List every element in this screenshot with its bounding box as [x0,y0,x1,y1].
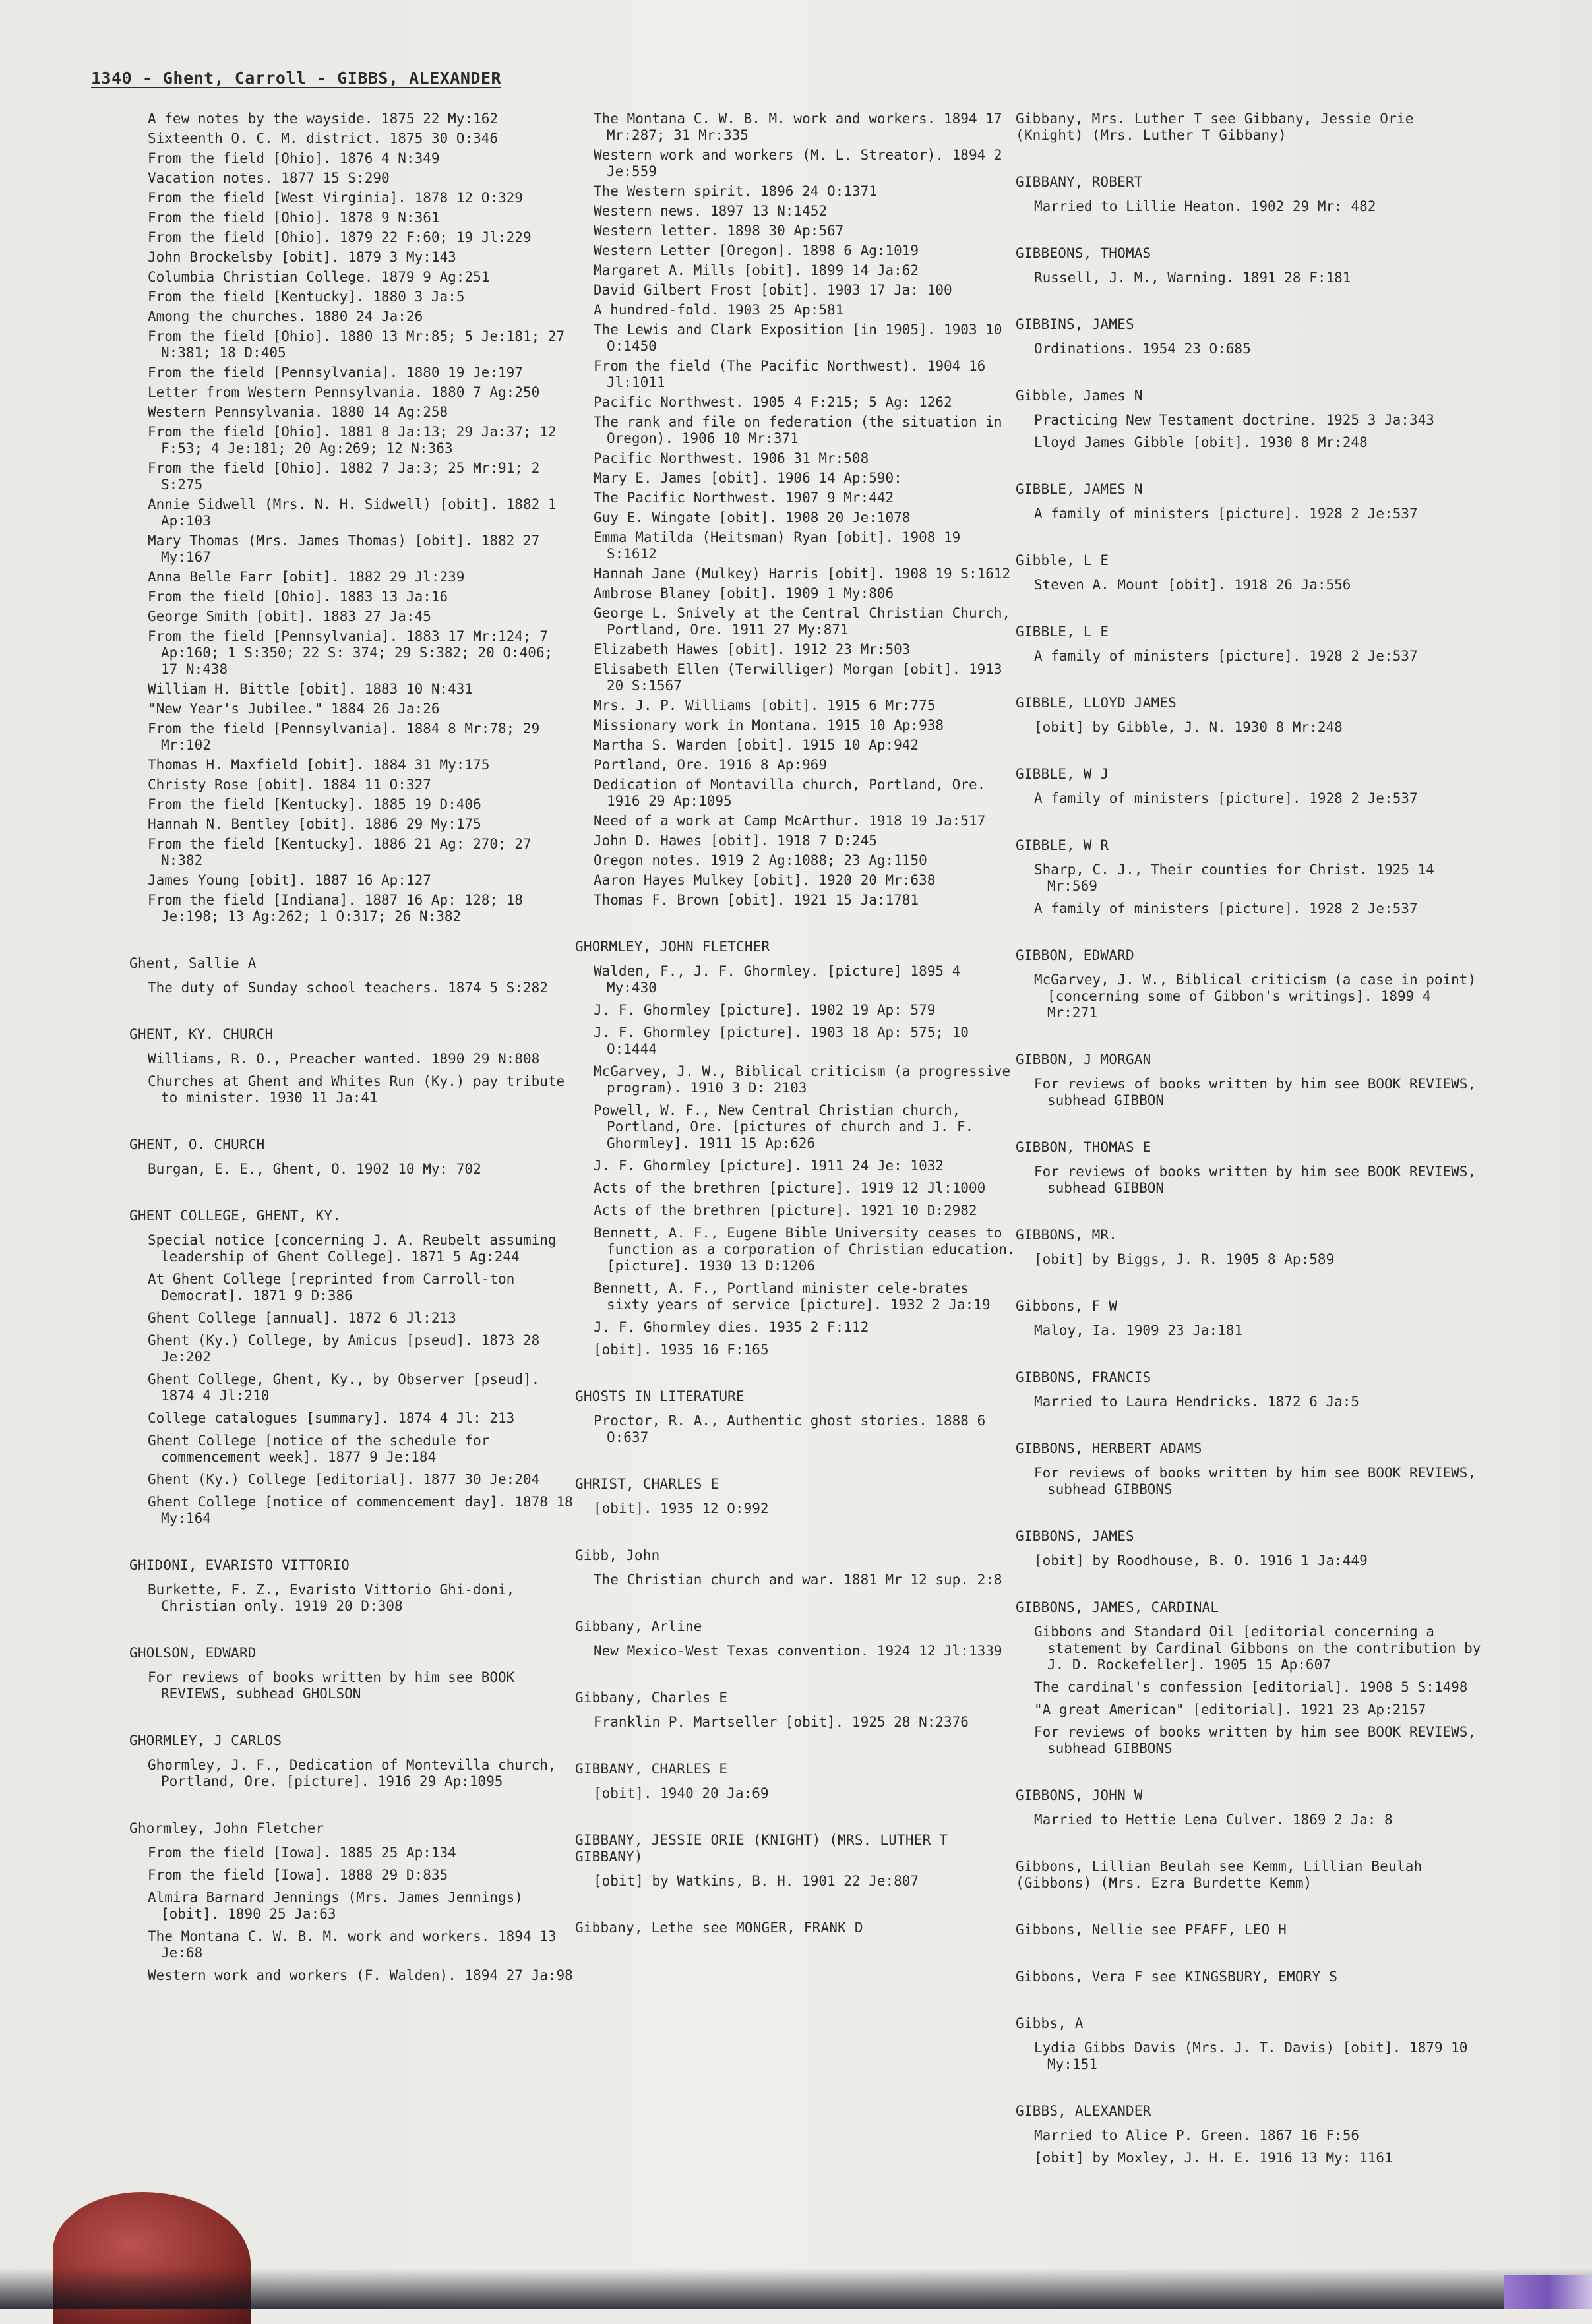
index-entry: Williams, R. O., Preacher wanted. 1890 29 N:808 [148,1051,540,1067]
index-entry: From the field [Kentucky]. 1880 3 Ja:5 [148,289,465,305]
index-entry: Walden, F., J. F. Ghormley. [picture] 1895 4 My:430 [594,963,961,996]
index-entry: From the field [Ohio]. 1880 13 Mr:85; 5 Je:181; 27 N:381; 18 D:405 [148,328,565,361]
index-entry: For reviews of books written by him see BOOK REVIEWS, subhead GIBBON [1034,1076,1477,1108]
index-entry: Martha S. Warden [obit]. 1915 10 Ap:942 [594,737,919,753]
index-heading: GHOLSON, EDWARD [129,1645,257,1661]
index-entry: Acts of the brethren [picture]. 1919 12 Jl:1000 [594,1180,986,1196]
index-entry: [obit]. 1940 20 Ja:69 [594,1785,769,1801]
index-entry: Lydia Gibbs Davis (Mrs. J. T. Davis) [obit]. 1879 10 My:151 [1034,2040,1468,2072]
index-entry: The rank and file on federation (the situation in Oregon). 1906 10 Mr:371 [594,414,1002,446]
index-heading: GIBBLE, LLOYD JAMES [1016,695,1177,711]
index-entry: Sixteenth O. C. M. district. 1875 30 O:346 [148,131,499,146]
index-entry: Need of a work at Camp McArthur. 1918 19 Ja:517 [594,813,986,829]
index-heading: GHORMLEY, JOHN FLETCHER [575,939,770,955]
index-heading: GHENT COLLEGE, GHENT, KY. [129,1208,342,1224]
index-entry: Steven A. Mount [obit]. 1918 26 Ja:556 [1034,577,1351,593]
index-entry: "A great American" [editorial]. 1921 23 Ap:2157 [1034,1702,1426,1717]
index-entry: J. F. Ghormley [picture]. 1903 18 Ap: 575; 10 O:1444 [594,1025,969,1057]
index-entry: Christy Rose [obit]. 1884 11 O:327 [148,777,431,792]
index-entry: Ghent College, Ghent, Ky., by Observer [pseud]. 1874 4 Jl:210 [148,1371,540,1404]
index-entry: Emma Matilda (Heitsman) Ryan [obit]. 1908 19 S:1612 [594,529,961,562]
index-entry: A hundred-fold. 1903 25 Ap:581 [594,302,844,318]
index-heading: GIBBONS, MR. [1016,1227,1118,1243]
index-entry: Married to Laura Hendricks. 1872 6 Ja:5 [1034,1394,1360,1410]
index-entry: From the field [Pennsylvania]. 1880 19 Je:197 [148,365,523,380]
index-heading: GIBBONS, JAMES [1016,1528,1134,1544]
index-heading: Gibb, John [575,1547,660,1563]
index-entry: Portland, Ore. 1916 8 Ap:969 [594,757,828,773]
index-entry: From the field [Pennsylvania]. 1884 8 Mr:78; 29 Mr:102 [148,721,540,753]
index-entry: Guy E. Wingate [obit]. 1908 20 Je:1078 [594,510,911,525]
page-header: 1340 - Ghent, Carroll - GIBBS, ALEXANDER [91,69,502,88]
index-entry: [obit] by Roodhouse, B. O. 1916 1 Ja:449 [1034,1553,1368,1568]
index-entry: Hannah Jane (Mulkey) Harris [obit]. 1908 19 S:1612 [594,566,1011,581]
index-heading: GIBBEONS, THOMAS [1016,245,1151,261]
index-heading: Ghormley, John Fletcher [129,1820,324,1836]
index-entry: Hannah N. Bentley [obit]. 1886 29 My:175 [148,816,481,832]
index-entry: The duty of Sunday school teachers. 1874 5 S:282 [148,980,548,996]
index-entry: Mary Thomas (Mrs. James Thomas) [obit]. 1882 27 My:167 [148,533,540,565]
index-entry: From the field [Ohio]. 1876 4 N:349 [148,150,440,166]
index-entry: From the field [West Virginia]. 1878 12 O:329 [148,190,523,206]
column-2 [575,111,1016,1944]
index-entry: Ghent College [notice of the schedule for commencement week]. 1877 9 Je:184 [148,1433,490,1465]
index-entry: The cardinal's confession [editorial]. 1908 5 S:1498 [1034,1679,1468,1695]
index-heading: GHENT, KY. CHURCH [129,1027,274,1042]
index-heading: GIBBS, ALEXANDER [1016,2103,1151,2119]
index-heading: GIBBANY, CHARLES E [575,1761,728,1777]
index-heading: GIBBON, EDWARD [1016,947,1134,963]
index-entry: J. F. Ghormley [picture]. 1902 19 Ap: 579 [594,1002,936,1018]
index-entry: Annie Sidwell (Mrs. N. H. Sidwell) [obit]. 1882 1 Ap:103 [148,496,557,529]
column-3 [1016,111,1489,2172]
index-heading: GHRIST, CHARLES E [575,1476,719,1492]
index-entry: From the field [Pennsylvania]. 1883 17 Mr:124; 7 Ap:160; 1 S:350; 22 S: 374; 29 S:382; 20 O:406; 17 N:438 [148,628,553,677]
index-entry: Acts of the brethren [picture]. 1921 10 D:2982 [594,1203,977,1218]
index-heading: Gibbons, Nellie see PFAFF, LEO H [1016,1922,1287,1938]
index-entry: From the field [Ohio]. 1879 22 F:60; 19 Jl:229 [148,229,532,245]
index-entry: New Mexico-West Texas convention. 1924 12 Jl:1339 [594,1643,1002,1659]
index-entry: Russell, J. M., Warning. 1891 28 F:181 [1034,270,1351,285]
index-heading: Gibbany, Lethe see MONGER, FRANK D [575,1920,863,1936]
index-entry: William H. Bittle [obit]. 1883 10 N:431 [148,681,474,697]
index-entry: Elizabeth Hawes [obit]. 1912 23 Mr:503 [594,641,911,657]
index-entry: A family of ministers [picture]. 1928 2 Je:537 [1034,648,1418,664]
index-entry: A few notes by the wayside. 1875 22 My:162 [148,111,499,127]
index-entry: Married to Hettie Lena Culver. 1869 2 Ja: 8 [1034,1812,1393,1828]
index-heading: GIBBON, THOMAS E [1016,1139,1151,1155]
index-heading: GIBBANY, JESSIE ORIE (KNIGHT) (MRS. LUTHER T GIBBANY) [575,1832,948,1864]
index-entry: David Gilbert Frost [obit]. 1903 17 Ja: 100 [594,282,952,298]
index-entry: Bennett, A. F., Eugene Bible University ceases to function as a corporation of Christian education. [picture]. 1930 13 D:1206 [594,1225,1016,1274]
index-entry: Ghormley, J. F., Dedication of Montevilla church, Portland, Ore. [picture]. 1916 29 Ap:1095 [148,1757,557,1789]
index-entry: Franklin P. Martseller [obit]. 1925 28 N:2376 [594,1714,969,1730]
index-entry: J. F. Ghormley dies. 1935 2 F:112 [594,1319,869,1335]
index-heading: Gibble, L E [1016,552,1109,568]
index-entry: Western news. 1897 13 N:1452 [594,203,828,219]
index-heading: GIBBONS, JAMES, CARDINAL [1016,1599,1219,1615]
index-entry: McGarvey, J. W., Biblical criticism (a progressive program). 1910 3 D: 2103 [594,1063,1011,1096]
index-heading: Gibbany, Mrs. Luther T see Gibbany, Jessie Orie (Knight) (Mrs. Luther T Gibbany) [1016,111,1414,143]
index-heading: Gibbons, F W [1016,1298,1118,1314]
index-entry: Ordinations. 1954 23 O:685 [1034,341,1251,357]
index-entry: Western Letter [Oregon]. 1898 6 Ag:1019 [594,243,919,258]
index-heading: GIBBON, J MORGAN [1016,1052,1151,1067]
index-entry: Almira Barnard Jennings (Mrs. James Jennings) [obit]. 1890 25 Ja:63 [148,1890,523,1922]
index-entry: Columbia Christian College. 1879 9 Ag:251 [148,269,490,285]
index-entry: James Young [obit]. 1887 16 Ap:127 [148,872,431,888]
index-heading: GHIDONI, EVARISTO VITTORIO [129,1557,350,1573]
index-entry: Churches at Ghent and Whites Run (Ky.) pay tribute to minister. 1930 11 Ja:41 [148,1073,565,1106]
index-entry: For reviews of books written by him see BOOK REVIEWS, subhead GIBBON [1034,1164,1477,1196]
index-entry: For reviews of books written by him see BOOK REVIEWS, subhead GHOLSON [148,1669,515,1702]
index-entry: Ghent College [notice of commencement day]. 1878 18 My:164 [148,1494,573,1526]
index-entry: Among the churches. 1880 24 Ja:26 [148,309,423,324]
index-heading: Gibbany, Arline [575,1619,702,1634]
index-entry: Anna Belle Farr [obit]. 1882 29 Jl:239 [148,569,465,585]
index-entry: Ambrose Blaney [obit]. 1909 1 My:806 [594,585,894,601]
index-heading: GHOSTS IN LITERATURE [575,1388,745,1404]
index-entry: Burkette, F. Z., Evaristo Vittorio Ghi-doni, Christian only. 1919 20 D:308 [148,1582,515,1614]
index-heading: GIBBLE, JAMES N [1016,481,1143,497]
index-entry: Sharp, C. J., Their counties for Christ. 1925 14 Mr:569 [1034,862,1434,894]
index-entry: From the field [Iowa]. 1888 29 D:835 [148,1867,448,1883]
index-entry: Western work and workers (M. L. Streator). 1894 2 Je:559 [594,147,1002,179]
index-entry: From the field [Ohio]. 1883 13 Ja:16 [148,589,448,605]
index-entry: Aaron Hayes Mulkey [obit]. 1920 20 Mr:638 [594,872,936,888]
index-entry: From the field [Iowa]. 1885 25 Ap:134 [148,1845,456,1861]
index-entry: Western Pennsylvania. 1880 14 Ag:258 [148,404,448,420]
index-entry: John Brockelsby [obit]. 1879 3 My:143 [148,249,456,265]
index-entry: [obit] by Biggs, J. R. 1905 8 Ap:589 [1034,1251,1335,1267]
index-entry: Lloyd James Gibble [obit]. 1930 8 Mr:248 [1034,434,1368,450]
index-entry: Pacific Northwest. 1906 31 Mr:508 [594,450,869,466]
index-heading: GIBBLE, W R [1016,837,1109,853]
index-entry: Elisabeth Ellen (Terwilliger) Morgan [obit]. 1913 20 S:1567 [594,661,1002,694]
index-heading: GIBBINS, JAMES [1016,316,1134,332]
index-heading: Gibbs, A [1016,2015,1084,2031]
index-entry: [obit]. 1935 12 O:992 [594,1501,769,1516]
index-entry: Proctor, R. A., Authentic ghost stories. 1888 6 O:637 [594,1413,986,1445]
index-entry: Maloy, Ia. 1909 23 Ja:181 [1034,1323,1243,1338]
index-heading: Gibble, James N [1016,388,1143,403]
index-heading: GIBBONS, FRANCIS [1016,1369,1151,1385]
index-entry: The Christian church and war. 1881 Mr 12 sup. 2:8 [594,1572,1002,1588]
index-entry: Gibbons and Standard Oil [editorial concerning a statement by Cardinal Gibbons on the contribution by J. D. Rockefeller]. 1905 15 Ap:607 [1034,1624,1481,1673]
index-entry: Western letter. 1898 30 Ap:567 [594,223,844,239]
index-entry: A family of ministers [picture]. 1928 2 Je:537 [1034,790,1418,806]
index-entry: From the field [Kentucky]. 1886 21 Ag: 270; 27 N:382 [148,836,532,868]
index-entry: Bennett, A. F., Portland minister cele-brates sixty years of service [picture]. 1932 2 Ja:19 [594,1280,991,1313]
index-heading: Gibbons, Vera F see KINGSBURY, EMORY S [1016,1969,1338,1984]
index-entry: Thomas H. Maxfield [obit]. 1884 31 My:175 [148,757,490,773]
index-entry: The Lewis and Clark Exposition [in 1905]. 1903 10 O:1450 [594,322,1002,354]
index-entry: From the field [Indiana]. 1887 16 Ap: 128; 18 Je:198; 13 Ag:262; 1 O:317; 26 N:382 [148,892,523,924]
index-heading: GIBBLE, L E [1016,624,1109,640]
index-entry: Thomas F. Brown [obit]. 1921 15 Ja:1781 [594,892,919,908]
index-entry: [obit] by Gibble, J. N. 1930 8 Mr:248 [1034,719,1343,735]
index-entry: Dedication of Montavilla church, Portland, Ore. 1916 29 Ap:1095 [594,777,986,809]
index-entry: For reviews of books written by him see BOOK REVIEWS, subhead GIBBONS [1034,1724,1477,1756]
color-strip [1504,2275,1592,2309]
index-entry: The Montana C. W. B. M. work and workers. 1894 13 Je:68 [148,1928,557,1961]
index-entry: Oregon notes. 1919 2 Ag:1088; 23 Ag:1150 [594,852,927,868]
index-entry: The Montana C. W. B. M. work and workers. 1894 17 Mr:287; 31 Mr:335 [594,111,1002,143]
index-entry: A family of ministers [picture]. 1928 2 Je:537 [1034,506,1418,521]
index-entry: From the field [Ohio]. 1878 9 N:361 [148,210,440,225]
index-entry: George Smith [obit]. 1883 27 Ja:45 [148,609,431,624]
index-entry: [obit] by Moxley, J. H. E. 1916 13 My: 1161 [1034,2150,1393,2166]
index-entry: Ghent (Ky.) College [editorial]. 1877 30 Je:204 [148,1472,540,1487]
index-entry: Ghent (Ky.) College, by Amicus [pseud]. 1873 28 Je:202 [148,1332,540,1365]
index-entry: From the field (The Pacific Northwest). 1904 16 Jl:1011 [594,358,986,390]
index-entry: From the field [Ohio]. 1881 8 Ja:13; 29 Ja:37; 12 F:53; 4 Je:181; 20 Ag:269; 12 N:363 [148,424,557,456]
index-entry: The Pacific Northwest. 1907 9 Mr:442 [594,490,894,506]
index-entry: Married to Alice P. Green. 1867 16 F:56 [1034,2128,1360,2143]
index-heading: GIBBANY, ROBERT [1016,174,1143,190]
index-entry: Practicing New Testament doctrine. 1925 3 Ja:343 [1034,412,1434,428]
index-heading: Gibbons, Lillian Beulah see Kemm, Lillian Beulah (Gibbons) (Mrs. Ezra Burdette Kemm) [1016,1859,1423,1891]
index-heading: GHENT, O. CHURCH [129,1137,265,1152]
index-entry: College catalogues [summary]. 1874 4 Jl: 213 [148,1410,515,1426]
index-entry: From the field [Ohio]. 1882 7 Ja:3; 25 Mr:91; 2 S:275 [148,460,540,492]
index-entry: McGarvey, J. W., Biblical criticism (a case in point) [concerning some of Gibbon's writings]. 1899 4 Mr:271 [1034,972,1477,1021]
index-entry: Ghent College [annual]. 1872 6 Jl:213 [148,1310,456,1326]
index-entry: For reviews of books written by him see BOOK REVIEWS, subhead GIBBONS [1034,1465,1477,1497]
page-bottom-shadow [0,2268,1592,2309]
index-heading: Gibbany, Charles E [575,1690,728,1706]
index-entry: [obit]. 1935 16 F:165 [594,1342,769,1357]
index-entry: J. F. Ghormley [picture]. 1911 24 Je: 1032 [594,1158,944,1174]
index-entry: Western work and workers (F. Walden). 1894 27 Ja:98 [148,1967,573,1983]
index-heading: GIBBONS, HERBERT ADAMS [1016,1441,1202,1456]
index-heading: GHORMLEY, J CARLOS [129,1733,282,1748]
index-entry: Vacation notes. 1877 15 S:290 [148,170,390,186]
column-1 [129,111,576,1990]
index-entry: [obit] by Watkins, B. H. 1901 22 Je:807 [594,1873,919,1889]
index-entry: Letter from Western Pennsylvania. 1880 7 Ag:250 [148,384,540,400]
index-entry: George L. Snively at the Central Christian Church, Portland, Ore. 1911 27 My:871 [594,605,1011,638]
index-entry: John D. Hawes [obit]. 1918 7 D:245 [594,833,877,849]
index-entry: Burgan, E. E., Ghent, O. 1902 10 My: 702 [148,1161,481,1177]
index-heading: GIBBONS, JOHN W [1016,1787,1143,1803]
index-entry: Mary E. James [obit]. 1906 14 Ap:590: [594,470,902,486]
index-entry: Married to Lillie Heaton. 1902 29 Mr: 482 [1034,198,1376,214]
index-entry: The Western spirit. 1896 24 O:1371 [594,183,877,199]
index-entry: A family of ministers [picture]. 1928 2 Je:537 [1034,901,1418,916]
index-heading: Ghent, Sallie A [129,955,257,971]
index-heading: GIBBLE, W J [1016,766,1109,782]
index-entry: At Ghent College [reprinted from Carroll-ton Democrat]. 1871 9 D:386 [148,1271,515,1303]
index-entry: Mrs. J. P. Williams [obit]. 1915 6 Mr:775 [594,698,936,713]
index-entry: Margaret A. Mills [obit]. 1899 14 Ja:62 [594,262,919,278]
index-entry: Missionary work in Montana. 1915 10 Ap:938 [594,717,944,733]
index-entry: Powell, W. F., New Central Christian church, Portland, Ore. [pictures of church and J. F. Ghormley]. 1911 15 Ap:626 [594,1102,974,1151]
index-entry: From the field [Kentucky]. 1885 19 D:406 [148,796,481,812]
index-entry: "New Year's Jubilee." 1884 26 Ja:26 [148,701,440,717]
index-entry: Pacific Northwest. 1905 4 F:215; 5 Ag: 1262 [594,394,952,410]
index-entry: Special notice [concerning J. A. Reubelt assuming leadership of Ghent College]. 1871 5 Ag:244 [148,1232,557,1265]
